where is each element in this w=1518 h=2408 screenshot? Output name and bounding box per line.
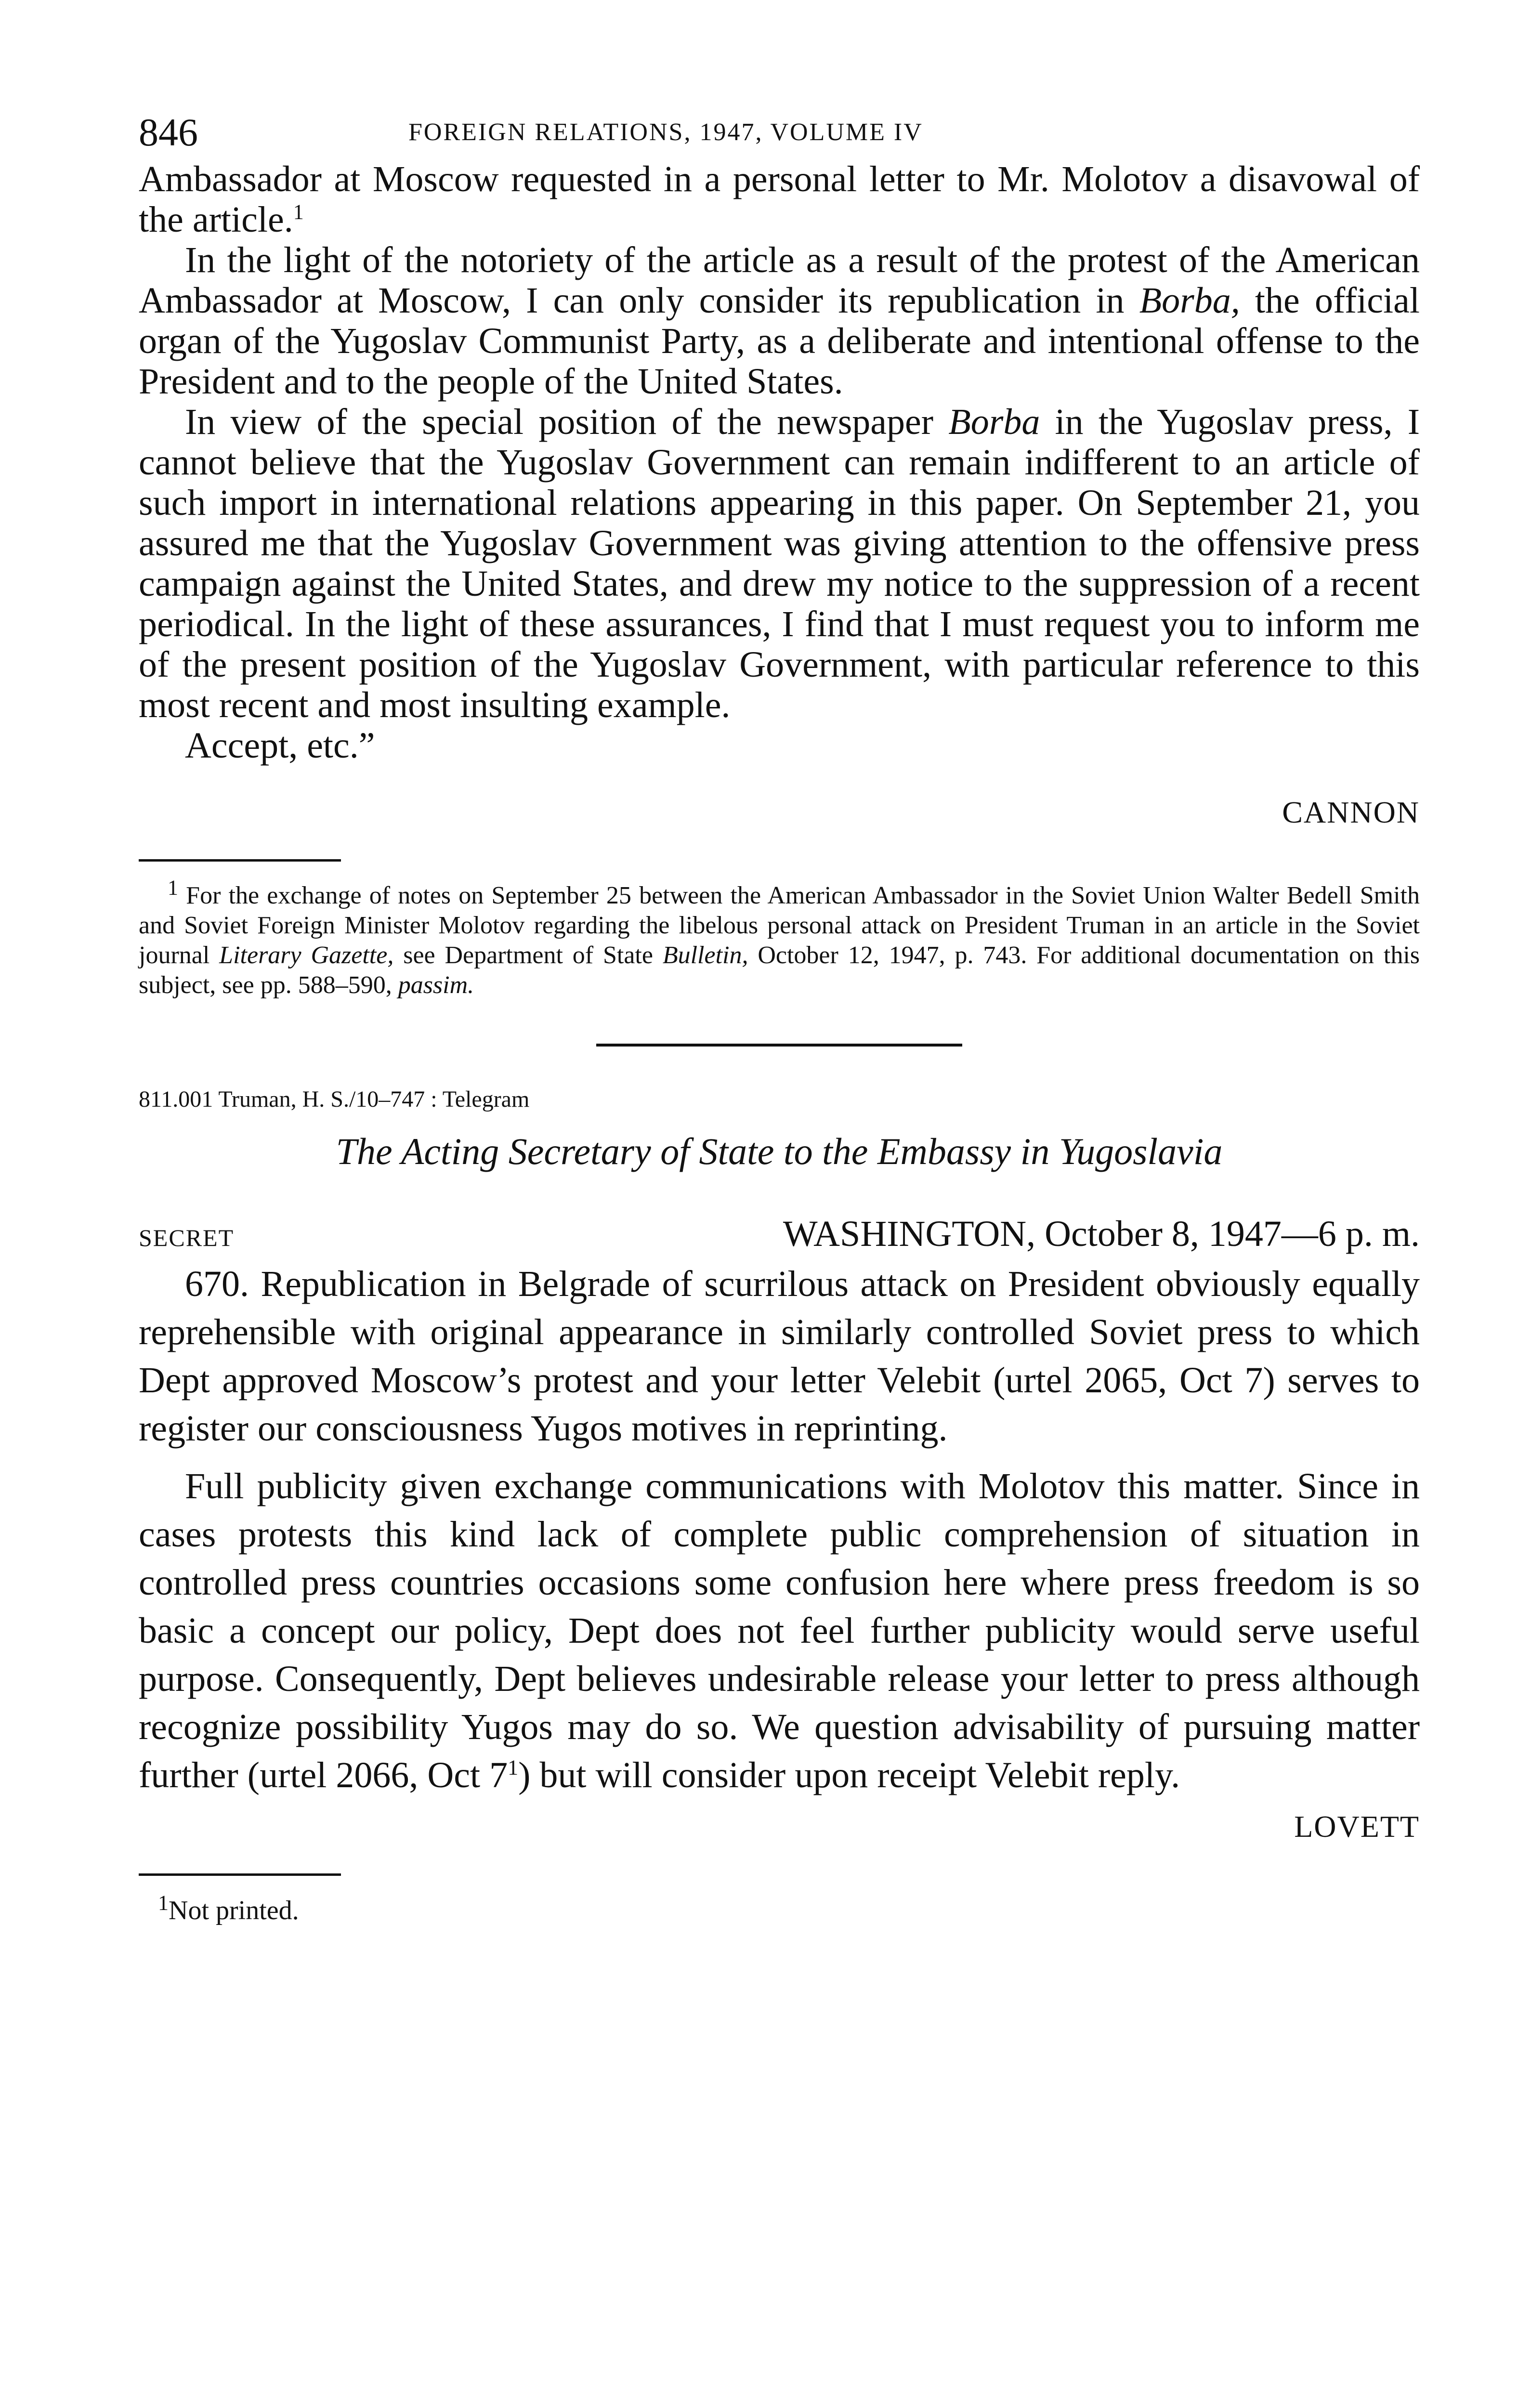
telegram-paragraph-2-text-a: Full publicity given exchange communications with Molotov this matter. Since in cases protests this kind lack of complete public comprehension of situation in controlled press countries occasions some confusion here where press freedom is so basic a concept our policy, Dept does not feel further publicity would serve useful purpose. Consequently, Dept believes undesirable release your letter to press although recognize possibility Yugos may do so. We question advisability of pursuing matter further (urtel 2066, Oct 7 (139, 1466, 1420, 1795)
telegram-paragraph-1: 670. Republication in Belgrade of scurrilous attack on President obviously equally reprehensible with original appearance in similarly controlled Soviet press to which Dept approved Moscow’s protest and your letter Velebit (urtel 2065, Oct 7) serves to register our consciousness Yugos motives in reprinting. (139, 1264, 1420, 1449)
footnote-2-text: Not printed. (169, 1896, 299, 1925)
letter-paragraph-3 (139, 402, 1420, 725)
signature-lovett: LOVETT (1294, 1809, 1420, 1844)
telegram-paragraph-2-text-b: ) but will consider upon receipt Velebit reply. (518, 1755, 1180, 1795)
letter-paragraph-1 (139, 159, 1420, 240)
telegram-paragraph-2 (139, 1462, 1420, 1799)
running-title: FOREIGN RELATIONS, 1947, VOLUME IV (408, 118, 923, 146)
letter-paragraph-3-text-b: in the Yugoslav press, I cannot believe that the Yugoslav Government can remain indifferent to an article of such import in international relations appearing in this paper. On September 21, you assured me that the Yugoslav Government was giving attention to the offensive press campaign against the United States, and drew my notice to the suppression of a recent periodical. In the light of these assurances, I find that I must request you to inform me of the present position of the Yugoslav Government, with particular reference to this most recent and most insulting example. (139, 402, 1420, 725)
letter-closing: Accept, etc.” (185, 725, 375, 766)
footnote-marker: 1 (168, 876, 178, 900)
footnote-ref: 1 (508, 1755, 519, 1780)
document-page (139, 106, 1420, 1926)
letter-paragraph-1-text: Ambassador at Moscow requested in a personal letter to Mr. Molotov a disavowal of the article. (139, 159, 1420, 240)
newspaper-name: Borba (948, 402, 1040, 442)
footnote-1-italic-3: passim. (398, 971, 474, 999)
page-number: 846 (139, 110, 198, 154)
signature-cannon: CANNON (1282, 795, 1420, 829)
footnote-1 (139, 876, 1420, 1000)
footnote-1-text-a: For the exchange of notes on September 25 between the American Ambassador in the Soviet Union Walter Bedell Smith and Soviet Foreign Minister Molotov regarding the libelous personal attack on President Truman in an article in the Soviet journal (139, 882, 1420, 969)
dateline: WASHINGTON, October 8, 1947—6 p. m. (783, 1214, 1420, 1254)
document-title: The Acting Secretary of State to the Embassy in Yugoslavia (336, 1130, 1223, 1172)
footnote-ref: 1 (293, 200, 304, 224)
footnote-1-italic-1: Literary Gazette, (219, 942, 394, 969)
footnote-2 (139, 1891, 1420, 1926)
running-head (139, 106, 1420, 159)
dateline-row (139, 1213, 1420, 1255)
letter-paragraph-2-text-b: the official organ of the Yugoslav Communist Party, as a deliberate and intentional offense to the President and to the people of the United States. (139, 280, 1420, 402)
newspaper-name: Borba, (1139, 280, 1240, 321)
footnote-1-text-c: October 12, 1947, p. 743. For additional documentation on this subject, see pp. 588–590, (139, 942, 1420, 999)
footnote-1-italic-2: Bulletin, (662, 942, 748, 969)
section-divider (596, 1044, 962, 1047)
classification: SECRET (139, 1224, 235, 1251)
footnote-marker: 1 (158, 1891, 169, 1915)
file-reference: 811.001 Truman, H. S./10–747 : Telegram (139, 1086, 530, 1112)
footnote-rule (139, 1873, 341, 1876)
letter-paragraph-3-text-a: In view of the special position of the newspaper (185, 402, 949, 442)
footnote-rule (139, 859, 341, 862)
letter-paragraph-2 (139, 240, 1420, 402)
footnote-1-text-b: see Department of State (393, 942, 663, 969)
letter-paragraph-2-text-a: In the light of the notoriety of the article as a result of the protest of the American Ambassador at Moscow, I can only consider its republication in (139, 240, 1420, 321)
